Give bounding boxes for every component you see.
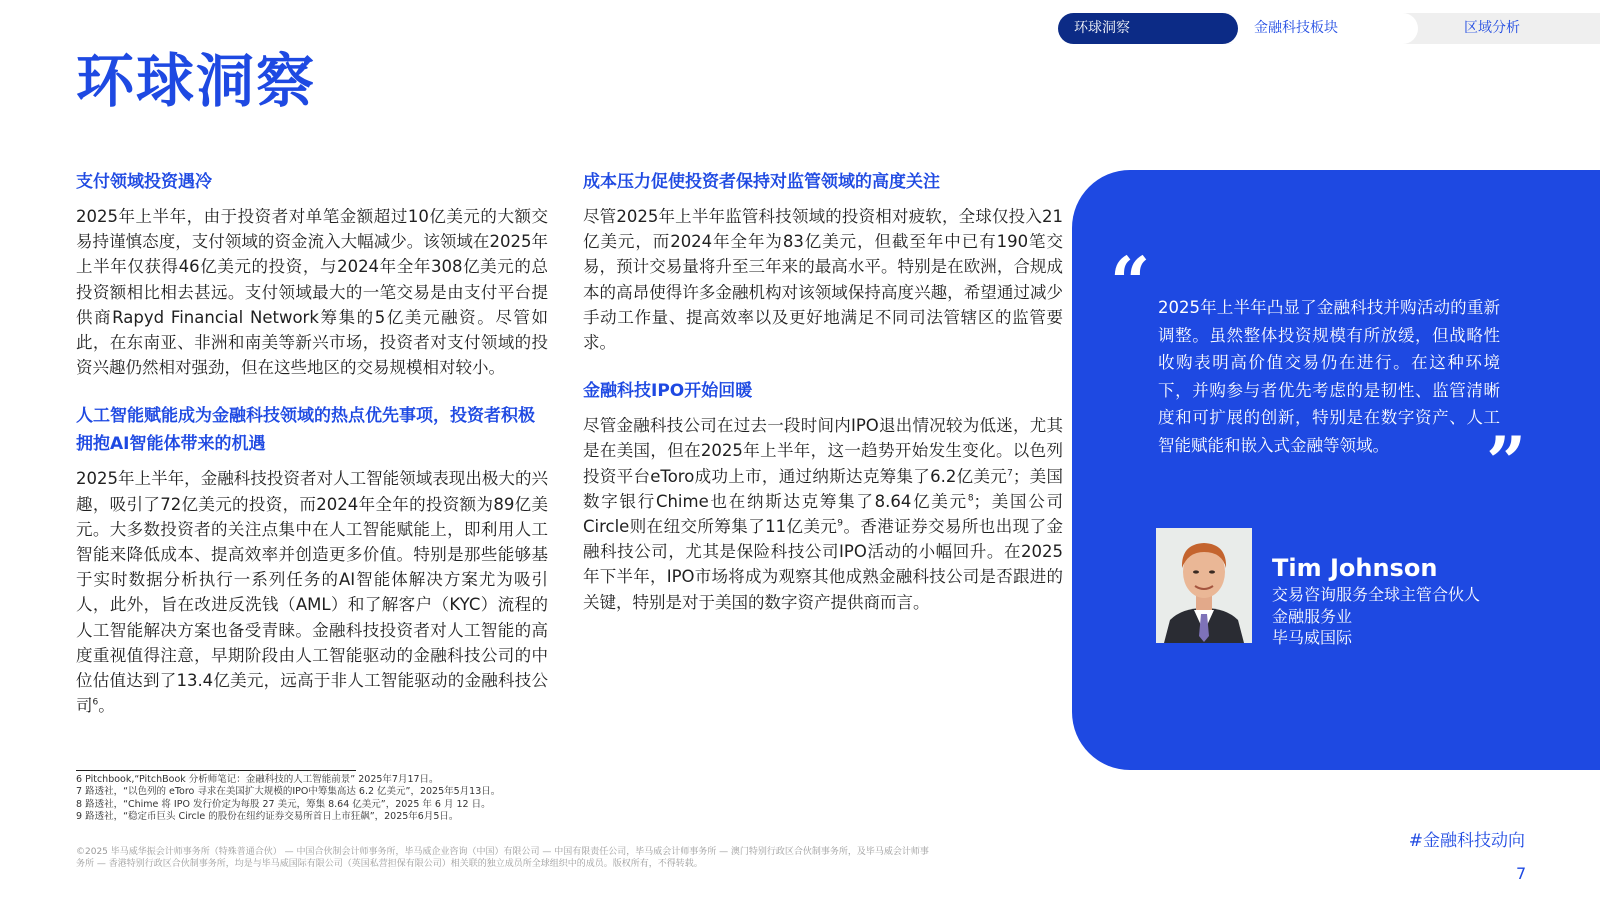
open-quote-mark: “: [1110, 241, 1151, 324]
footnote-8: 8 路透社，“Chime 将 IPO 发行价定为每股 27 美元，筹集 8.64 亿美元”，2025 年 6 月 12 日。: [76, 798, 491, 810]
person-department: 金融服务业: [1272, 606, 1353, 626]
footnote-6: 6 Pitchbook,“PitchBook 分析师笔记：金融科技的人工智能前景” 2025年7月17日。: [76, 774, 439, 785]
footnotes: [76, 774, 500, 823]
footnote-7: 7 路透社，“以色列的 eToro 寻求在美国扩大规模的IPO中筹集高达 6.2 亿美元”，2025年5月13日。: [76, 786, 501, 798]
person-organization: 毕马威国际: [1272, 628, 1353, 647]
quote-panel: [1072, 170, 1600, 770]
person-name: Tim Johnson: [1272, 554, 1438, 582]
payments-paragraph: 2025年上半年，由于投资者对单笔金额超过10亿美元的大额交易持谨慎态度，支付领域的资金流入大幅减少。该领域在2025年上半年仅获得46亿美元的投资，与2024年全年308亿美元的总投资额相比相去甚远。支付领域最大的一笔交易是由支付平台提供商Rapyd Financial Network筹集的5亿美元融资。尽管如此，在东南亚、非洲和南美等新兴市场，投资者对支付领域的投资兴趣仍然相对强劲，但在这些地区的交易规模相对较小。: [76, 207, 548, 378]
regtech-paragraph: 尽管2025年上半年监管科技领域的投资相对疲软，全球仅投入21亿美元，而2024年全年为83亿美元，但截至年中已有190笔交易，预计交易量将升至三年来的最高水平。特别是在欧洲，合规成本的高昂使得许多金融机构对该领域保持高度兴趣，希望通过减少手动工作量、提高效率以及更好地满足不同司法管辖区的监管要求。: [583, 207, 1063, 353]
page-number: 7: [1516, 864, 1527, 883]
regtech-heading: 成本压力促使投资者保持对监管领域的高度关注: [583, 172, 940, 192]
person-photo: [1156, 528, 1252, 643]
close-quote-mark: ”: [1486, 421, 1527, 504]
person-role: [1272, 584, 1480, 649]
copyright-line-1: ©2025 毕马威华振会计师事务所（特殊普通合伙） — 中国合伙制会计师事务所，毕马威企业咨询（中国）有限公司 — 中国有限责任公司，毕马威会计师事务所 — 澳门特别行政区合伙制事务所，及毕马威会计师事: [76, 847, 929, 857]
ipo-paragraph: [583, 413, 1063, 615]
footnote-ref-8[interactable]: 8: [967, 493, 974, 504]
payments-heading: 支付领域投资遇冷: [76, 172, 212, 192]
hashtag-link[interactable]: #金融科技动向: [1408, 831, 1525, 851]
ai-paragraph: 2025年上半年，金融科技投资者对人工智能领域表现出极大的兴趣，吸引了72亿美元的投资，而2024年全年的投资额为89亿美元。大多数投资者的关注点集中在人工智能赋能上，即利用人工智能来降低成本、提高效率并创造更多价值。特别是那些能够基于实时数据分析执行一系列任务的AI智能体解决方案尤为吸引人，此外，旨在改进反洗钱（AML）和了解客户（KYC）流程的人工智能解决方案也备受青睐。金融科技投资者对人工智能的高度重视值得注意，早期阶段由人工智能驱动的金融科技公司的中位估值达到了13.4亿美元，远高于非人工智能驱动的金融科技公司$^6$。: [76, 469, 548, 716]
person-title: 交易咨询服务全球主管合伙人: [1272, 585, 1481, 604]
left-column: [76, 168, 548, 740]
footnote-ref-6[interactable]: 6: [92, 697, 99, 708]
page-title: 环球洞察: [76, 47, 317, 115]
middle-column: [583, 168, 1063, 637]
section-tabs: [1058, 13, 1600, 44]
portrait-illustration: [1156, 528, 1252, 643]
copyright-notice: [76, 847, 1036, 870]
ipo-text-c: ；美国公司Circle则在纽交所筹集了11亿美元: [583, 491, 1063, 537]
ai-heading: 人工智能赋能成为金融科技领域的热点优先事项，投资者积极拥抱AI智能体带来的机遇: [76, 406, 535, 455]
ipo-text-a: 尽管金融科技公司在过去一段时间内IPO退出情况较为低迷，尤其是在美国，但在2025年上半年，这一趋势开始发生变化。以色列投资平台eToro成功上市，通过纳斯达克筹集了6.2亿美元: [583, 416, 1063, 486]
footnote-divider: [76, 770, 356, 771]
tab-fintech-sectors[interactable]: 金融科技板块: [1218, 13, 1418, 44]
copyright-line-2: 务所 — 香港特别行政区合伙制事务所，均是与毕马威国际有限公司（英国私营担保有限公司）相关联的独立成员所全球组织中的成员。版权所有，不得转载。: [76, 858, 703, 869]
footnote-ref-9[interactable]: 9: [837, 518, 844, 529]
quote-text: 2025年上半年凸显了金融科技并购活动的重新调整。虽然整体投资规模有所放缓，但战略性收购表明高价值交易仍在进行。在这种环境下，并购参与者优先考虑的是韧性、监管清晰度和可扩展的创新，特别是在数字资产、人工智能赋能和嵌入式金融等领域。: [1158, 298, 1500, 455]
ipo-heading: 金融科技IPO开始回暖: [583, 381, 753, 402]
tab-regional-analysis[interactable]: 区域分析: [1378, 13, 1600, 44]
footnote-ref-7[interactable]: 7: [1007, 468, 1013, 479]
ipo-text-b: ；美国数字银行Chime也在纳斯达克筹集了8.64亿美元: [583, 466, 1063, 511]
ai-paragraph-text: 2025年上半年，金融科技投资者对人工智能领域表现出极大的兴趣，吸引了72亿美元的投资，而2024年全年的投资额为89亿美元。大多数投资者的关注点集中在人工智能赋能上，即利用人工智能来降低成本、提高效率并创造更多价值。特别是那些能够基于实时数据分析执行一系列任务的AI智能体解决方案尤为吸引人，此外，旨在改进反洗钱（AML）和了解客户（KYC）流程的人工智能解决方案也备受青睐。金融科技投资者对人工智能的高度重视值得注意，早期阶段由人工智能驱动的金融科技公司的中位估值达到了13.4亿美元，远高于非人工智能驱动的金融科技公司: [76, 469, 548, 716]
tab-global-insights[interactable]: 环球洞察: [1058, 13, 1238, 44]
ipo-text-d: 。香港证券交易所也出现了金融科技公司，尤其是保险科技公司IPO活动的小幅回升。在2025年下半年，IPO市场将成为观察其他成熟金融科技公司是否跟进的关键，特别是对于美国的数字资产提供商而言。: [583, 517, 1063, 612]
footnote-9: 9 路透社，“稳定币巨头 Circle 的股份在纽约证券交易所首日上市狂飙”，2025年6月5日。: [76, 810, 459, 822]
